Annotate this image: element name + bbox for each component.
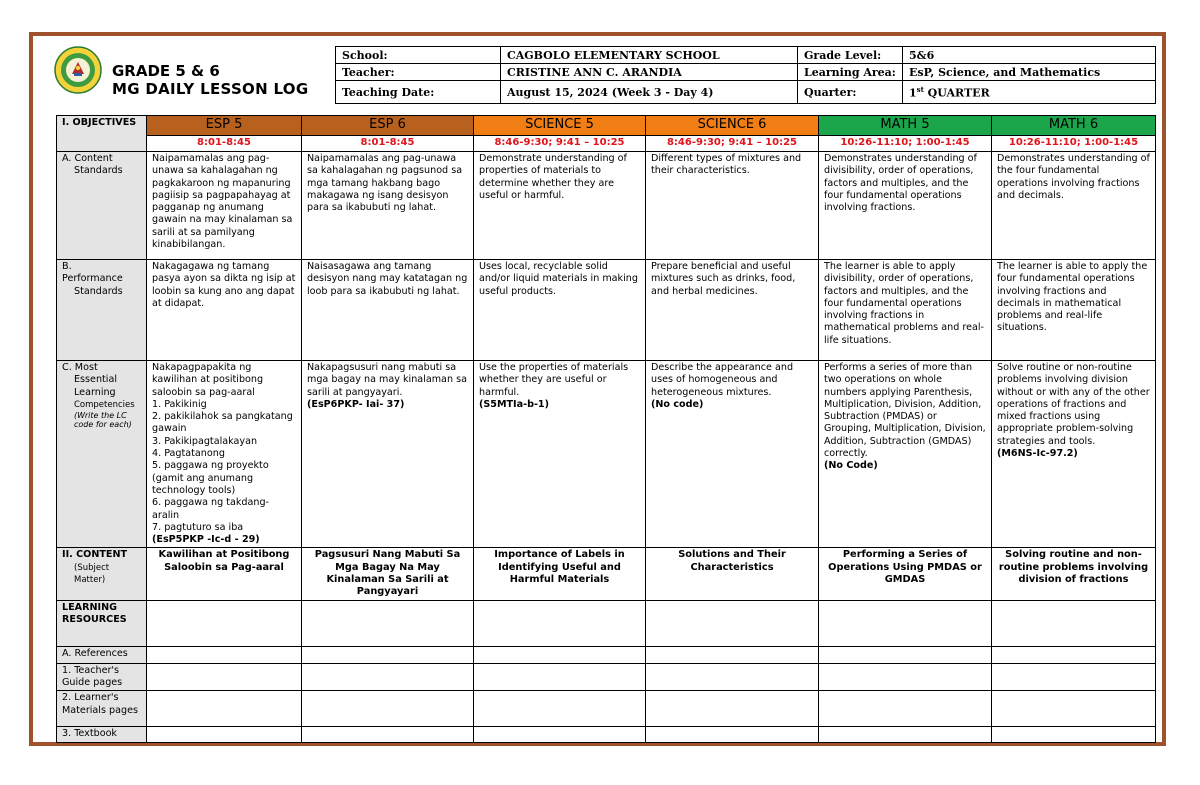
content-standard: Demonstrates understanding of the four fundamental operations involving fractions and decimals. xyxy=(992,152,1156,260)
subject-header: MATH 5 xyxy=(819,116,992,136)
area-label: Learning Area: xyxy=(798,64,903,81)
performance-standard: Nakagagawa ng tamang pasya ayon sa dikta ng isip at loobin sa kung ano ang dapat at didapat. xyxy=(147,260,302,361)
subject-matter: Importance of Labels in Identifying Useful and Harmful Materials xyxy=(474,548,646,600)
content-standards-label: A. Content Standards xyxy=(57,152,147,260)
content-standard: Naipamamalas ang pag-unawa sa kahalagahan ng pagsunod sa mga tamang hakbang bago makagawa ng isang desisyon para sa ikabubuti ng lahat. xyxy=(302,152,474,260)
performance-standard: The learner is able to apply the four fundamental operations involving fractions and decimals in mathematical problems and real-life situations. xyxy=(992,260,1156,361)
empty-cell xyxy=(646,663,819,691)
grade-label: Grade Level: xyxy=(798,47,903,64)
empty-cell xyxy=(302,663,474,691)
empty-cell xyxy=(646,600,819,646)
empty-cell xyxy=(646,727,819,743)
performance-standard: Uses local, recyclable solid and/or liquid materials in making useful products. xyxy=(474,260,646,361)
empty-cell xyxy=(302,691,474,727)
performance-standards-label: B. Performance Standards xyxy=(57,260,147,361)
empty-cell xyxy=(474,727,646,743)
empty-cell xyxy=(147,646,302,663)
empty-cell xyxy=(819,663,992,691)
schedule-time: 10:26-11:10; 1:00-1:45 xyxy=(992,136,1156,152)
learners-materials-label: 2. Learner's Materials pages xyxy=(57,691,147,727)
empty-cell xyxy=(646,691,819,727)
quarter-value: 1st QUARTER xyxy=(903,81,1156,104)
content-standard: Demonstrate understanding of properties of materials to determine whether they are useful or harmful. xyxy=(474,152,646,260)
objectives-label: I. OBJECTIVES xyxy=(57,116,147,152)
subject-header: SCIENCE 5 xyxy=(474,116,646,136)
empty-cell xyxy=(992,691,1156,727)
date-label: Teaching Date: xyxy=(336,81,501,104)
subject-header: MATH 6 xyxy=(992,116,1156,136)
school-value: CAGBOLO ELEMENTARY SCHOOL xyxy=(501,47,798,64)
competency: Nakapagpapakita ng kawilihan at positibong saloobin sa pag-aaral 1. Pakikinig 2. pakikilahok sa pangkatang gawain 3. Pakikipagtalakayan 4. Pagtatanong 5. paggawa ng proyekto (gamit ang anumang technology tools) 6. paggawa ng takdang-aralin 7. pagtuturo sa iba (EsP5PKP -Ic-d - 29) xyxy=(147,361,302,548)
grade-value: 5&6 xyxy=(903,47,1156,64)
empty-cell xyxy=(646,646,819,663)
empty-cell xyxy=(474,663,646,691)
textbook-label: 3. Textbook xyxy=(57,727,147,743)
teachers-guide-label: 1. Teacher's Guide pages xyxy=(57,663,147,691)
competency: Use the properties of materials whether they are useful or harmful. (S5MTIa-b-1) xyxy=(474,361,646,548)
title-log: MG DAILY LESSON LOG xyxy=(112,80,309,98)
deped-seal-logo xyxy=(54,46,102,94)
school-label: School: xyxy=(336,47,501,64)
quarter-label: Quarter: xyxy=(798,81,903,104)
empty-cell xyxy=(819,600,992,646)
content-standard: Different types of mixtures and their characteristics. xyxy=(646,152,819,260)
schedule-time: 8:46-9:30; 9:41 – 10:25 xyxy=(646,136,819,152)
competency: Describe the appearance and uses of homogeneous and heterogeneous mixtures. (No code) xyxy=(646,361,819,548)
empty-cell xyxy=(992,646,1156,663)
empty-cell xyxy=(992,727,1156,743)
empty-cell xyxy=(992,600,1156,646)
subject-matter: Performing a Series of Operations Using PMDAS or GMDAS xyxy=(819,548,992,600)
empty-cell xyxy=(819,646,992,663)
subject-matter: Pagsusuri Nang Mabuti Sa Mga Bagay Na May Kinalaman Sa Sarili at Pangyayari xyxy=(302,548,474,600)
teacher-value: CRISTINE ANN C. ARANDIA xyxy=(501,64,798,81)
subject-matter: Solving routine and non-routine problems involving division of fractions xyxy=(992,548,1156,600)
title-grade: GRADE 5 & 6 xyxy=(112,62,220,80)
lesson-log-table xyxy=(56,115,1156,743)
competency: Solve routine or non-routine problems involving division without or with any of the other operations of fractions and mixed fractions using appropriate problem-solving strategies and tools. (M6NS-Ic-97.2) xyxy=(992,361,1156,548)
references-label: A. References xyxy=(57,646,147,663)
schedule-time: 10:26-11:10; 1:00-1:45 xyxy=(819,136,992,152)
empty-cell xyxy=(302,646,474,663)
competencies-label: C. Most Essential Learning Competencies (Write the LC code for each) xyxy=(57,361,147,548)
empty-cell xyxy=(147,663,302,691)
learning-resources-label: LEARNING RESOURCES xyxy=(57,600,147,646)
schedule-time: 8:01-8:45 xyxy=(302,136,474,152)
empty-cell xyxy=(147,691,302,727)
info-table xyxy=(335,46,1156,104)
content-standard: Naipamamalas ang pag-unawa sa kahalagahan ng pagkakaroon ng mapanuring pagiisip sa pagpapahayag at pagganap ng anumang gawain na may kinalaman sa sarili at sa pamilyang kinabibilangan. xyxy=(147,152,302,260)
competency: Performs a series of more than two operations on whole numbers applying Parenthesis, Multiplication, Division, Addition, Subtraction (PMDAS) or Grouping, Multiplication, Division, Addition, Subtraction (GMDAS) correctly. (No Code) xyxy=(819,361,992,548)
empty-cell xyxy=(474,646,646,663)
empty-cell xyxy=(819,727,992,743)
subject-matter: Solutions and Their Characteristics xyxy=(646,548,819,600)
empty-cell xyxy=(474,691,646,727)
empty-cell xyxy=(147,600,302,646)
competency: Nakapagsusuri nang mabuti sa mga bagay na may kinalaman sa sarili at pangyayari. (EsP6PKP- Iai- 37) xyxy=(302,361,474,548)
empty-cell xyxy=(819,691,992,727)
content-standard: Demonstrates understanding of divisibility, order of operations, factors and multiples, and the four fundamental operations involving fractions. xyxy=(819,152,992,260)
subject-header: ESP 6 xyxy=(302,116,474,136)
empty-cell xyxy=(147,727,302,743)
teacher-label: Teacher: xyxy=(336,64,501,81)
empty-cell xyxy=(992,663,1156,691)
performance-standard: Naisasagawa ang tamang desisyon nang may katatagan ng loob para sa ikabubuti ng lahat. xyxy=(302,260,474,361)
area-value: EsP, Science, and Mathematics xyxy=(903,64,1156,81)
empty-cell xyxy=(302,727,474,743)
empty-cell xyxy=(474,600,646,646)
subject-matter: Kawilihan at Positibong Saloobin sa Pag-aaral xyxy=(147,548,302,600)
date-value: August 15, 2024 (Week 3 - Day 4) xyxy=(501,81,798,104)
content-label: II. CONTENT (Subject Matter) xyxy=(57,548,147,600)
empty-cell xyxy=(302,600,474,646)
schedule-time: 8:01-8:45 xyxy=(147,136,302,152)
subject-header: SCIENCE 6 xyxy=(646,116,819,136)
performance-standard: Prepare beneficial and useful mixtures such as drinks, food, and herbal medicines. xyxy=(646,260,819,361)
subject-header: ESP 5 xyxy=(147,116,302,136)
performance-standard: The learner is able to apply divisibility, order of operations, factors and multiples, and the four fundamental operations involving fractions in mathematical problems and real-life situations. xyxy=(819,260,992,361)
schedule-time: 8:46-9:30; 9:41 – 10:25 xyxy=(474,136,646,152)
